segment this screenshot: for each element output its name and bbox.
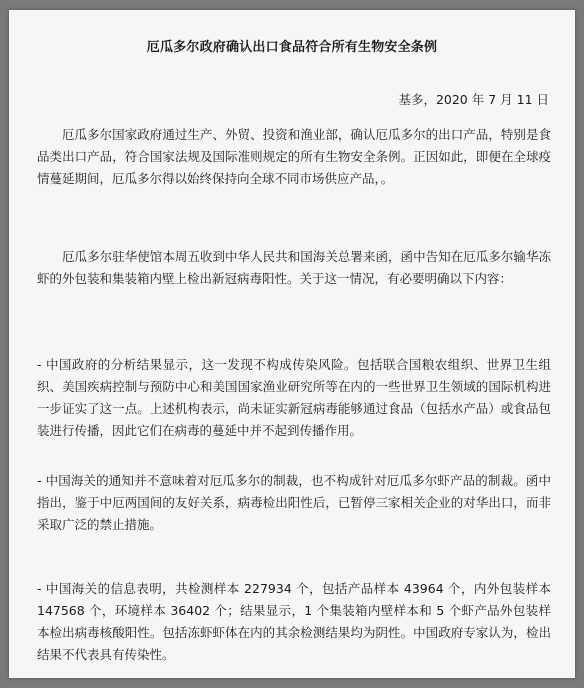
paragraph-point-1: - 中国政府的分析结果显示，这一发现不构成传染风险。包括联合国粮农组织、世界卫生组织、美国疾病控制与预防中心和美国国家渔业研究所等在内的一些世界卫生领域的国际机构进一步证实了这一点。上述机构表示，尚未证实新冠病毒能够通过食品（包括水产品）或食品包装进行传播，因此它们在病毒的蔓延中并不起到传播作用。 [37,357,551,438]
document-page [9,10,575,678]
paragraph-point-2: - 中国海关的通知并不意味着对厄瓜多尔的制裁，也不构成针对厄瓜多尔虾产品的制裁。函中指出，鉴于中厄两国间的友好关系，病毒检出阳性后，已暂停三家相关企业的对华出口，而非采取广泛的禁止措施。 [37,473,551,532]
paragraph-intro: 厄瓜多尔国家政府通过生产、外贸、投资和渔业部，确认厄瓜多尔的出口产品，特别是食品类出口产品，符合国家法规及国际准则规定的所有生物安全条例。正因如此，即便在全球疫情蔓延期间，厄瓜多尔得以始终保持向全球不同市场供应产品，。 [37,127,551,186]
paragraph-point-3: - 中国海关的信息表明，共检测样本 227934 个，包括产品样本 43964 个，内外包装样本 147568 个，环境样本 36402 个；结果显示，1 个集装箱内壁样本和 5 个虾产品外包装样本检出病毒核酸阳性。包括冻虾虾体在内的其余检测结果均为阴性。中国政府专家认为，检出结果不代表具有传染性。 [37,581,551,662]
dateline: 基多，2020 年 7 月 11 日 [398,92,549,107]
paragraph-embassy-notice: 厄瓜多尔驻华使馆本周五收到中华人民共和国海关总署来函，函中告知在厄瓜多尔输华冻虾的外包装和集装箱内壁上检出新冠病毒阳性。关于这一情况，有必要明确以下内容： [37,249,551,286]
document-title: 厄瓜多尔政府确认出口食品符合所有生物安全条例 [146,40,438,55]
